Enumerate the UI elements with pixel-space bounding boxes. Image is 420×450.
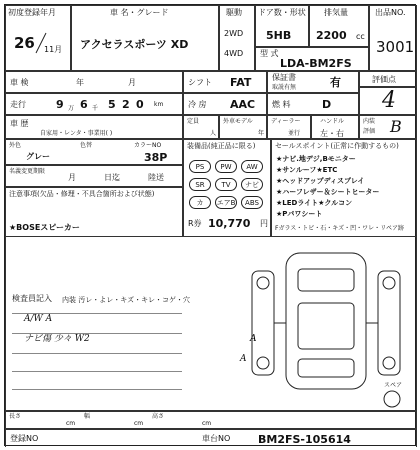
fuel-cell (267, 93, 359, 115)
capacity-unit: 人 (210, 130, 217, 137)
mileage-unit-man: 万 (68, 105, 75, 112)
equipment-airbag: エアB (215, 196, 237, 209)
displacement-unit: cc (356, 32, 365, 41)
reg-no-label: 登録NO (10, 434, 39, 443)
model-year-label: 外車モデル (223, 118, 253, 125)
length-label: 長さ (9, 413, 22, 420)
score-value-cell (359, 87, 417, 115)
inspector-label: 検査員記入 (12, 294, 52, 303)
mileage-cell (5, 93, 183, 115)
history-label: 車 歴 (10, 119, 29, 128)
mileage-digit-4: 2 (122, 98, 130, 111)
equipment-box (183, 139, 271, 237)
listing-no-cell (369, 5, 417, 71)
interior-value: B (390, 117, 402, 136)
mileage-label: 走行 (10, 100, 26, 109)
glass-damage-label: Fガラス・トビ・石・キズ・凹・ワレ・リペア跡 (275, 225, 405, 232)
chassis-label: 車台NO (202, 434, 231, 443)
r-unit: 円 (260, 219, 268, 228)
ac-cell (183, 93, 267, 115)
equipment-navi: ナビ (241, 178, 263, 191)
doors-cell (255, 5, 309, 47)
drive-2wd: 2WD (224, 29, 244, 38)
dealer-label: ディーラー (271, 118, 301, 125)
sales-points-box (271, 139, 417, 237)
car-diagram-icon (246, 241, 406, 411)
doors-value: 5HB (266, 29, 292, 42)
name-change-day: 日迄 (104, 173, 120, 182)
interior-label: 内装 (363, 118, 376, 125)
drive-label: 駆動 (226, 8, 242, 17)
damage-mark-a-icon: A (250, 334, 257, 344)
caution-label: 注意事項(欠品・修理・不具合箇所および状態) (9, 190, 155, 198)
inspector-note-1: A/W A (24, 314, 53, 324)
sales-point-1: ★ナビ.地デジ,Bモニター (276, 155, 356, 163)
color-cell (5, 139, 183, 165)
interior-cell (359, 115, 417, 139)
capacity-cell (183, 115, 219, 139)
slash-divider-icon (34, 32, 48, 54)
model-value: LDA-BM2FS (280, 57, 352, 70)
warranty-label: 保証書 (272, 73, 296, 82)
car-name-cell (71, 5, 219, 71)
interior-sub: 評価 (363, 128, 376, 135)
handle-label: ハンドル (320, 118, 345, 125)
color-code-label: カラーNO (134, 142, 162, 149)
fuel-value: D (322, 98, 332, 111)
first-reg-month: 11月 (44, 45, 63, 54)
inspector-area (5, 237, 417, 411)
doors-label: ドア数・形状 (258, 8, 306, 17)
caution-value: ★BOSEスピーカー (9, 223, 80, 232)
first-reg-label: 初度登録年月 (8, 8, 56, 17)
score-label-cell (359, 71, 417, 87)
name-change-month: 月 (68, 173, 76, 182)
height-unit: cm (202, 420, 212, 427)
damage-mark-a: A (240, 354, 247, 364)
equipment-aw: AW (241, 160, 263, 173)
width-unit: cm (134, 420, 144, 427)
registration-row (5, 429, 417, 447)
displacement-label: 排気量 (324, 8, 348, 17)
handle-value: 左・右 (320, 129, 344, 138)
displacement-value: 2200 (316, 29, 347, 42)
handle-cell (311, 115, 359, 139)
sales-point-3: ★ヘッドアップディスプレイ (276, 177, 365, 185)
equipment-ka: カ (189, 196, 211, 209)
mileage-digit-3: 5 (108, 98, 116, 111)
ac-label: 冷 房 (188, 100, 207, 109)
first-reg-year: 26 (14, 34, 35, 52)
sales-points-label: セールスポイント(正常に作動するもの) (275, 142, 399, 150)
model-cell (255, 47, 369, 71)
name-change-cell (5, 165, 183, 187)
mileage-unit-sen: 千 (92, 105, 99, 112)
warranty-mark: 有 (330, 76, 341, 89)
history-cell (5, 115, 183, 139)
equipment-pw: PW (215, 160, 237, 173)
chassis-no: BM2FS-105614 (258, 433, 351, 446)
shift-cell (183, 71, 267, 93)
sales-point-6: ★Pパワシート (276, 210, 323, 218)
dealer-sub: 並行 (288, 130, 301, 137)
inspection-date-cell (5, 71, 183, 93)
listing-no-value: 3001 (376, 38, 415, 56)
model-label: 型 式 (260, 49, 279, 58)
history-sub: 自家用・レンタ・事業用( ) (40, 130, 113, 137)
equipment-label: 装備品(純正品に限る) (187, 142, 256, 150)
inspection-year-unit: 年 (76, 78, 84, 87)
equipment-abs: ABS (241, 196, 263, 209)
car-name-label: 車 名・グレード (110, 8, 169, 17)
inspection-label: 車 検 (10, 78, 29, 87)
model-year-unit: 年 (258, 130, 265, 137)
dimensions-row (5, 411, 417, 429)
height-label: 高さ (152, 413, 165, 420)
mileage-unit-km: km (154, 101, 164, 108)
drive-cell (219, 5, 255, 71)
listing-no-label: 出品NO. (375, 8, 406, 17)
warranty-cell (267, 71, 359, 93)
drive-4wd: 4WD (224, 49, 244, 58)
caution-cell (5, 187, 183, 237)
capacity-label: 定員 (187, 118, 200, 125)
car-name: アクセラスポーツ XD (80, 38, 189, 51)
color-no-label: 色替 (80, 142, 93, 149)
first-registration-cell (5, 5, 71, 71)
warranty-sub: 取説有無 (272, 84, 297, 91)
equipment-tv: TV (215, 178, 237, 191)
equipment-ps: PS (189, 160, 211, 173)
model-year-cell (219, 115, 267, 139)
name-change-label: 名義変更期限 (9, 168, 46, 175)
fuel-label: 燃 料 (272, 100, 291, 109)
dealer-cell (267, 115, 311, 139)
mileage-digit-1: 9 (56, 98, 64, 111)
shift-label: シフト (188, 78, 212, 87)
inspector-note-2: ナビ傷 少々 W2 (24, 334, 90, 344)
mileage-digit-2: 6 (80, 98, 88, 111)
score-label: 評価点 (372, 75, 396, 84)
sales-point-5: ★LEDライト★クルコン (276, 199, 353, 207)
color-code: 38P (144, 151, 168, 164)
displacement-cell (309, 5, 369, 47)
equipment-sr: SR (189, 178, 211, 191)
spare-label: スペア (384, 382, 403, 389)
inspector-options: 内装 汚レ・よレ・キズ・キレ・コゲ・穴 (62, 296, 191, 304)
score-value: 4 (382, 88, 396, 113)
r-value: 10,770 (208, 217, 251, 230)
mileage-digit-5: 0 (136, 98, 144, 111)
ac-value: AAC (230, 98, 256, 111)
sales-point-4: ★ハーフレザー＆シートヒーター (276, 188, 380, 196)
exterior-label: 外色 (9, 142, 22, 149)
r-label: R券 (188, 219, 202, 228)
transport-label: 陸送 (148, 173, 164, 182)
width-label: 幅 (84, 413, 91, 420)
length-unit: cm (66, 420, 76, 427)
exterior-color: グレー (26, 152, 50, 161)
shift-value: FAT (230, 76, 252, 89)
sales-point-2: ★サンルーフ★ETC (276, 166, 338, 174)
auction-sheet (4, 4, 416, 446)
inspection-month-unit: 月 (128, 78, 136, 87)
